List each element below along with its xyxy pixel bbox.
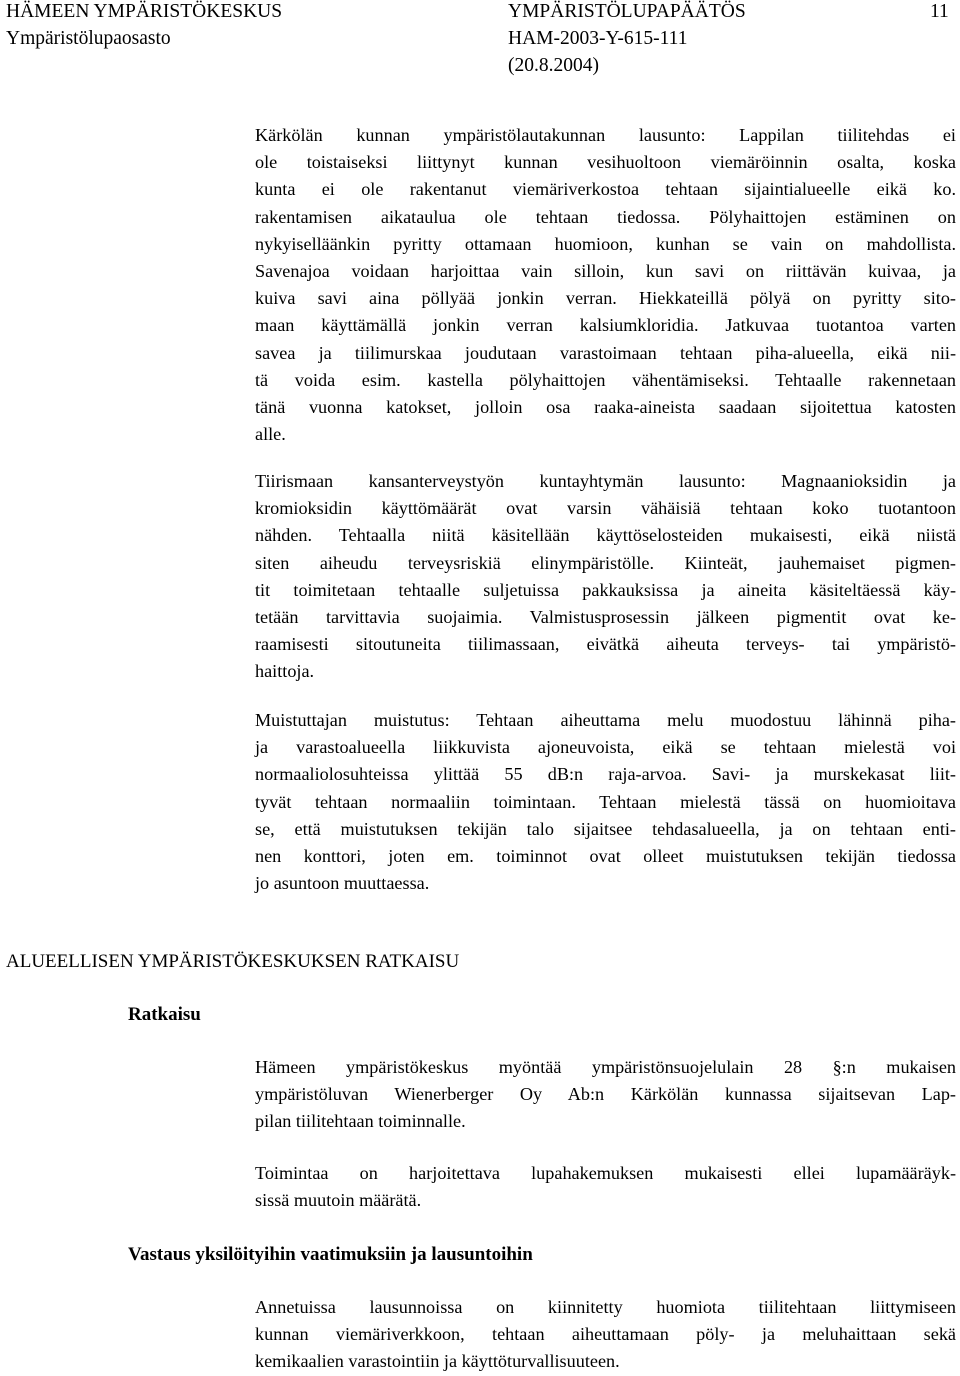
text-line: se, että muistutuksen tekijän talo sijaitsee tehdasalueella, ja on tehtaan enti- [255,818,956,839]
responses-heading: Vastaus yksilöityihin vaatimuksiin ja lausuntoihin [128,1244,533,1265]
text-line: kuiva savi aina pöllyää jonkin verran. Hiekkateillä pölyä on pyritty sito- [255,288,956,309]
decision-heading: Ratkaisu [128,1004,201,1025]
text-line: Toimintaa on harjoitettava lupahakemuksen mukaisesti ellei lupamääräyk- [255,1163,956,1183]
text-line: Hämeen ympäristökeskus myöntää ympäristönsuojelulain 28 §:n mukaisen [255,1057,956,1077]
health-authority-statement-paragraph [255,468,956,686]
text-line: tetään tarvittavia suojaimia. Valmistusprosessin jälkeen pigmentit ovat ke- [255,606,956,627]
document-number: HAM-2003-Y-615-111 [508,28,688,49]
operation-condition-paragraph [255,1160,956,1214]
text-line: jo asuntoon muuttaessa. [255,873,430,894]
decision-paragraph [255,1054,956,1136]
text-line: Savenajoa voidaan harjoittaa vain silloin, kun savi on riittävän kuivaa, ja [255,260,956,281]
text-line: alle. [255,424,286,445]
text-line: kunnan viemäriverkkoon, tehtaan aiheuttamaan pöly- ja meluhaittaan sekä [255,1324,956,1345]
text-line: kemikaalien varastointiin ja käyttöturvallisuuteen. [255,1351,620,1372]
text-line: Annetuissa lausunnoissa on kiinnitetty huomiota tiilitehtaan liittymiseen [255,1297,956,1317]
text-line: kromioksidin käyttömäärät ovat varsin vähäisiä tehtaan koko tuotantoon [255,498,956,519]
text-line: sissä muutoin määrätä. [255,1190,422,1211]
text-line: ole toistaiseksi liittynyt kunnan vesihuoltoon viemäröinnin osalta, koska [255,152,956,173]
text-line: tä voida esim. kastella pölyhaittojen vähentämiseksi. Tehtaalle rakennetaan [255,369,956,390]
text-line: kunta ei ole rakentanut viemäriverkostoa tehtaan sijaintialueelle eikä ko. [255,179,956,200]
document-date: (20.8.2004) [508,55,599,76]
department-name: Ympäristölupaosasto [6,28,171,49]
text-line: siten aiheudu terveysriskiä elinympäristölle. Kiinteät, jauhemaiset pigmen- [255,552,956,573]
text-line: pilan tiilitehtaan toiminnalle. [255,1111,466,1132]
objection-response-paragraph [255,707,956,897]
text-line: Kärkölän kunnan ympäristölautakunnan lausunto: Lappilan tiilitehdas ei [255,125,956,145]
text-line: tit toimitetaan tehtaalle suljetuissa pakkauksissa ja aineita käsiteltäessä käy- [255,579,956,600]
section-title: ALUEELLISEN YMPÄRISTÖKESKUKSEN RATKAISU [6,951,460,972]
municipal-statement-paragraph [255,122,956,448]
text-line: nen konttori, joten em. toiminnot ovat olleet muistutuksen tekijän tiedossa [255,845,956,866]
text-line: tyvät tehtaan normaaliin toimintaan. Tehtaan mielestä tässä on huomioitava [255,791,956,812]
text-line: Tiirismaan kansanterveystyön kuntayhtymän lausunto: Magnaanioksidin ja [255,471,956,491]
text-line: tänä vuonna katokset, jolloin osa raaka-aineista saadaan sijoitettua katosten [255,396,956,417]
text-line: Muistuttajan muistutus: Tehtaan aiheuttama melu muodostuu lähinnä piha- [255,710,956,730]
text-line: savea ja tiilimurskaa joudutaan varastoimaan tehtaan piha-alueella, eikä nii- [255,342,956,363]
document-type: YMPÄRISTÖLUPAPÄÄTÖS [508,1,746,22]
text-line: nykyiselläänkin pyritty ottamaan huomioon, kunhan se vain on mahdollista. [255,233,956,254]
text-line: ympäristöluvan Wienerberger Oy Ab:n Kärkölän kunnassa sijaitsevan Lap- [255,1084,956,1105]
text-line: normaaliolosuhteissa ylittää 55 dB:n raja-arvoa. Savi- ja murskekasat liit- [255,764,956,785]
text-line: ja varastoalueella liikkuvista ajoneuvoista, eikä se tehtaan mielestä voi [255,737,956,758]
text-line: raamisesti sitoutuneita tiilimassaan, eivätkä aiheuta terveys- tai ympäristö- [255,634,956,655]
text-line: haittoja. [255,661,315,682]
text-line: nähden. Tehtaalla niitä käsitellään käyttöselosteiden mukaisesti, eikä niistä [255,525,956,546]
responses-paragraph [255,1294,956,1376]
page-number: 11 [930,1,949,22]
text-line: rakentamisen aikataulua ole tehtaan tiedossa. Pölyhaittojen estäminen on [255,206,956,227]
text-line: maan käyttämällä jonkin verran kalsiumkloridia. Jatkuvaa tuotantoa varten [255,315,956,336]
organization-name: HÄMEEN YMPÄRISTÖKESKUS [6,1,283,22]
